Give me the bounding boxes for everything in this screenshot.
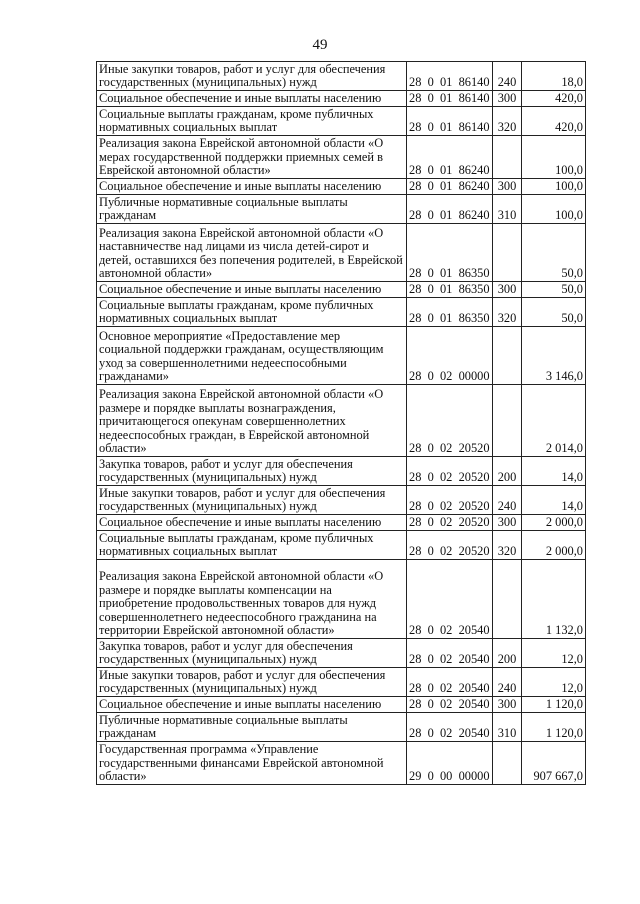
table-row bbox=[97, 639, 586, 668]
row-code: 28 0 01 86140 bbox=[407, 62, 493, 91]
row-name: Государственная программа «Управление государственными финансами Еврейской автономной области» bbox=[97, 742, 407, 785]
row-sum: 12,0 bbox=[522, 668, 586, 697]
row-expense-type bbox=[493, 560, 522, 639]
row-name: Публичные нормативные социальные выплаты гражданам bbox=[97, 195, 407, 224]
row-name: Публичные нормативные социальные выплаты гражданам bbox=[97, 713, 407, 742]
row-name: Социальное обеспечение и иные выплаты населению bbox=[97, 179, 407, 195]
row-name: Социальные выплаты гражданам, кроме публичных нормативных социальных выплат bbox=[97, 298, 407, 327]
row-sum: 100,0 bbox=[522, 195, 586, 224]
row-code: 28 0 01 86240 bbox=[407, 136, 493, 179]
row-name: Закупка товаров, работ и услуг для обеспечения государственных (муниципальных) нужд bbox=[97, 639, 407, 668]
row-code: 28 0 02 20520 bbox=[407, 486, 493, 515]
table-row bbox=[97, 668, 586, 697]
row-expense-type: 300 bbox=[493, 91, 522, 107]
row-expense-type: 300 bbox=[493, 179, 522, 195]
row-name: Реализация закона Еврейской автономной области «О мерах государственной поддержки приемных семей в Еврейской автономной области» bbox=[97, 136, 407, 179]
row-expense-type bbox=[493, 224, 522, 282]
row-code: 28 0 02 20540 bbox=[407, 697, 493, 713]
row-expense-type: 300 bbox=[493, 515, 522, 531]
row-name: Социальное обеспечение и иные выплаты населению bbox=[97, 697, 407, 713]
table-row bbox=[97, 560, 586, 639]
row-expense-type bbox=[493, 136, 522, 179]
table-row bbox=[97, 531, 586, 560]
row-name: Реализация закона Еврейской автономной области «О размере и порядке выплаты компенсации на приобретение продовольственных товаров для нужд совершеннолетнего недееспособного гражданина на территории Еврейской автономной области» bbox=[97, 560, 407, 639]
table-row bbox=[97, 457, 586, 486]
row-expense-type: 320 bbox=[493, 531, 522, 560]
table-row bbox=[97, 136, 586, 179]
table-row bbox=[97, 385, 586, 457]
row-sum: 907 667,0 bbox=[522, 742, 586, 785]
row-code: 28 0 02 20520 bbox=[407, 457, 493, 486]
row-expense-type: 200 bbox=[493, 639, 522, 668]
row-code: 28 0 01 86350 bbox=[407, 224, 493, 282]
row-sum: 1 132,0 bbox=[522, 560, 586, 639]
row-expense-type: 310 bbox=[493, 713, 522, 742]
row-sum: 3 146,0 bbox=[522, 327, 586, 385]
row-sum: 1 120,0 bbox=[522, 697, 586, 713]
row-code: 29 0 00 00000 bbox=[407, 742, 493, 785]
row-sum: 2 000,0 bbox=[522, 515, 586, 531]
row-expense-type: 320 bbox=[493, 107, 522, 136]
table-row bbox=[97, 713, 586, 742]
row-code: 28 0 02 20520 bbox=[407, 531, 493, 560]
row-expense-type: 320 bbox=[493, 298, 522, 327]
row-name: Социальные выплаты гражданам, кроме публичных нормативных социальных выплат bbox=[97, 531, 407, 560]
row-code: 28 0 02 00000 bbox=[407, 327, 493, 385]
row-name: Реализация закона Еврейской автономной области «О наставничестве над лицами из числа детей-сирот и детей, оставшихся без попечения родителей, в Еврейской автономной области» bbox=[97, 224, 407, 282]
budget-table bbox=[96, 61, 586, 785]
row-code: 28 0 01 86240 bbox=[407, 179, 493, 195]
row-code: 28 0 01 86350 bbox=[407, 298, 493, 327]
row-expense-type: 240 bbox=[493, 668, 522, 697]
table-row bbox=[97, 107, 586, 136]
row-sum: 50,0 bbox=[522, 298, 586, 327]
row-code: 28 0 02 20540 bbox=[407, 639, 493, 668]
table-row bbox=[97, 224, 586, 282]
row-name: Иные закупки товаров, работ и услуг для обеспечения государственных (муниципальных) нужд bbox=[97, 668, 407, 697]
row-sum: 50,0 bbox=[522, 224, 586, 282]
table-row bbox=[97, 515, 586, 531]
row-code: 28 0 02 20540 bbox=[407, 713, 493, 742]
row-sum: 100,0 bbox=[522, 136, 586, 179]
table-row bbox=[97, 282, 586, 298]
row-name: Социальное обеспечение и иные выплаты населению bbox=[97, 91, 407, 107]
row-code: 28 0 02 20540 bbox=[407, 560, 493, 639]
row-code: 28 0 01 86140 bbox=[407, 107, 493, 136]
row-sum: 18,0 bbox=[522, 62, 586, 91]
table-row bbox=[97, 195, 586, 224]
table-row bbox=[97, 486, 586, 515]
row-code: 28 0 01 86350 bbox=[407, 282, 493, 298]
row-sum: 2 014,0 bbox=[522, 385, 586, 457]
row-code: 28 0 02 20540 bbox=[407, 668, 493, 697]
row-expense-type: 240 bbox=[493, 62, 522, 91]
row-sum: 1 120,0 bbox=[522, 713, 586, 742]
row-code: 28 0 01 86140 bbox=[407, 91, 493, 107]
row-expense-type: 310 bbox=[493, 195, 522, 224]
table-row bbox=[97, 91, 586, 107]
row-name: Социальное обеспечение и иные выплаты населению bbox=[97, 515, 407, 531]
row-sum: 2 000,0 bbox=[522, 531, 586, 560]
table-row bbox=[97, 179, 586, 195]
table-row bbox=[97, 327, 586, 385]
row-code: 28 0 01 86240 bbox=[407, 195, 493, 224]
row-sum: 420,0 bbox=[522, 107, 586, 136]
row-name: Основное мероприятие «Предоставление мер социальной поддержки гражданам, осуществляющим уход за совершеннолетними недееспособными гражданами» bbox=[97, 327, 407, 385]
row-name: Иные закупки товаров, работ и услуг для обеспечения государственных (муниципальных) нужд bbox=[97, 486, 407, 515]
row-sum: 12,0 bbox=[522, 639, 586, 668]
row-name: Социальное обеспечение и иные выплаты населению bbox=[97, 282, 407, 298]
row-sum: 50,0 bbox=[522, 282, 586, 298]
row-sum: 14,0 bbox=[522, 457, 586, 486]
table-row bbox=[97, 742, 586, 785]
table-row bbox=[97, 697, 586, 713]
row-expense-type bbox=[493, 742, 522, 785]
row-sum: 14,0 bbox=[522, 486, 586, 515]
table-row bbox=[97, 62, 586, 91]
row-name: Иные закупки товаров, работ и услуг для обеспечения государственных (муниципальных) нужд bbox=[97, 62, 407, 91]
row-expense-type: 200 bbox=[493, 457, 522, 486]
row-expense-type: 240 bbox=[493, 486, 522, 515]
table-row bbox=[97, 298, 586, 327]
row-expense-type bbox=[493, 327, 522, 385]
row-name: Закупка товаров, работ и услуг для обеспечения государственных (муниципальных) нужд bbox=[97, 457, 407, 486]
row-expense-type bbox=[493, 385, 522, 457]
row-name: Социальные выплаты гражданам, кроме публичных нормативных социальных выплат bbox=[97, 107, 407, 136]
row-expense-type: 300 bbox=[493, 282, 522, 298]
row-code: 28 0 02 20520 bbox=[407, 385, 493, 457]
row-name: Реализация закона Еврейской автономной области «О размере и порядке выплаты вознаграждения, причитающегося опекунам совершеннолетних недееспособных граждан, в Еврейской автономной области» bbox=[97, 385, 407, 457]
row-sum: 100,0 bbox=[522, 179, 586, 195]
row-code: 28 0 02 20520 bbox=[407, 515, 493, 531]
row-expense-type: 300 bbox=[493, 697, 522, 713]
page-number: 49 bbox=[312, 37, 328, 53]
row-sum: 420,0 bbox=[522, 91, 586, 107]
